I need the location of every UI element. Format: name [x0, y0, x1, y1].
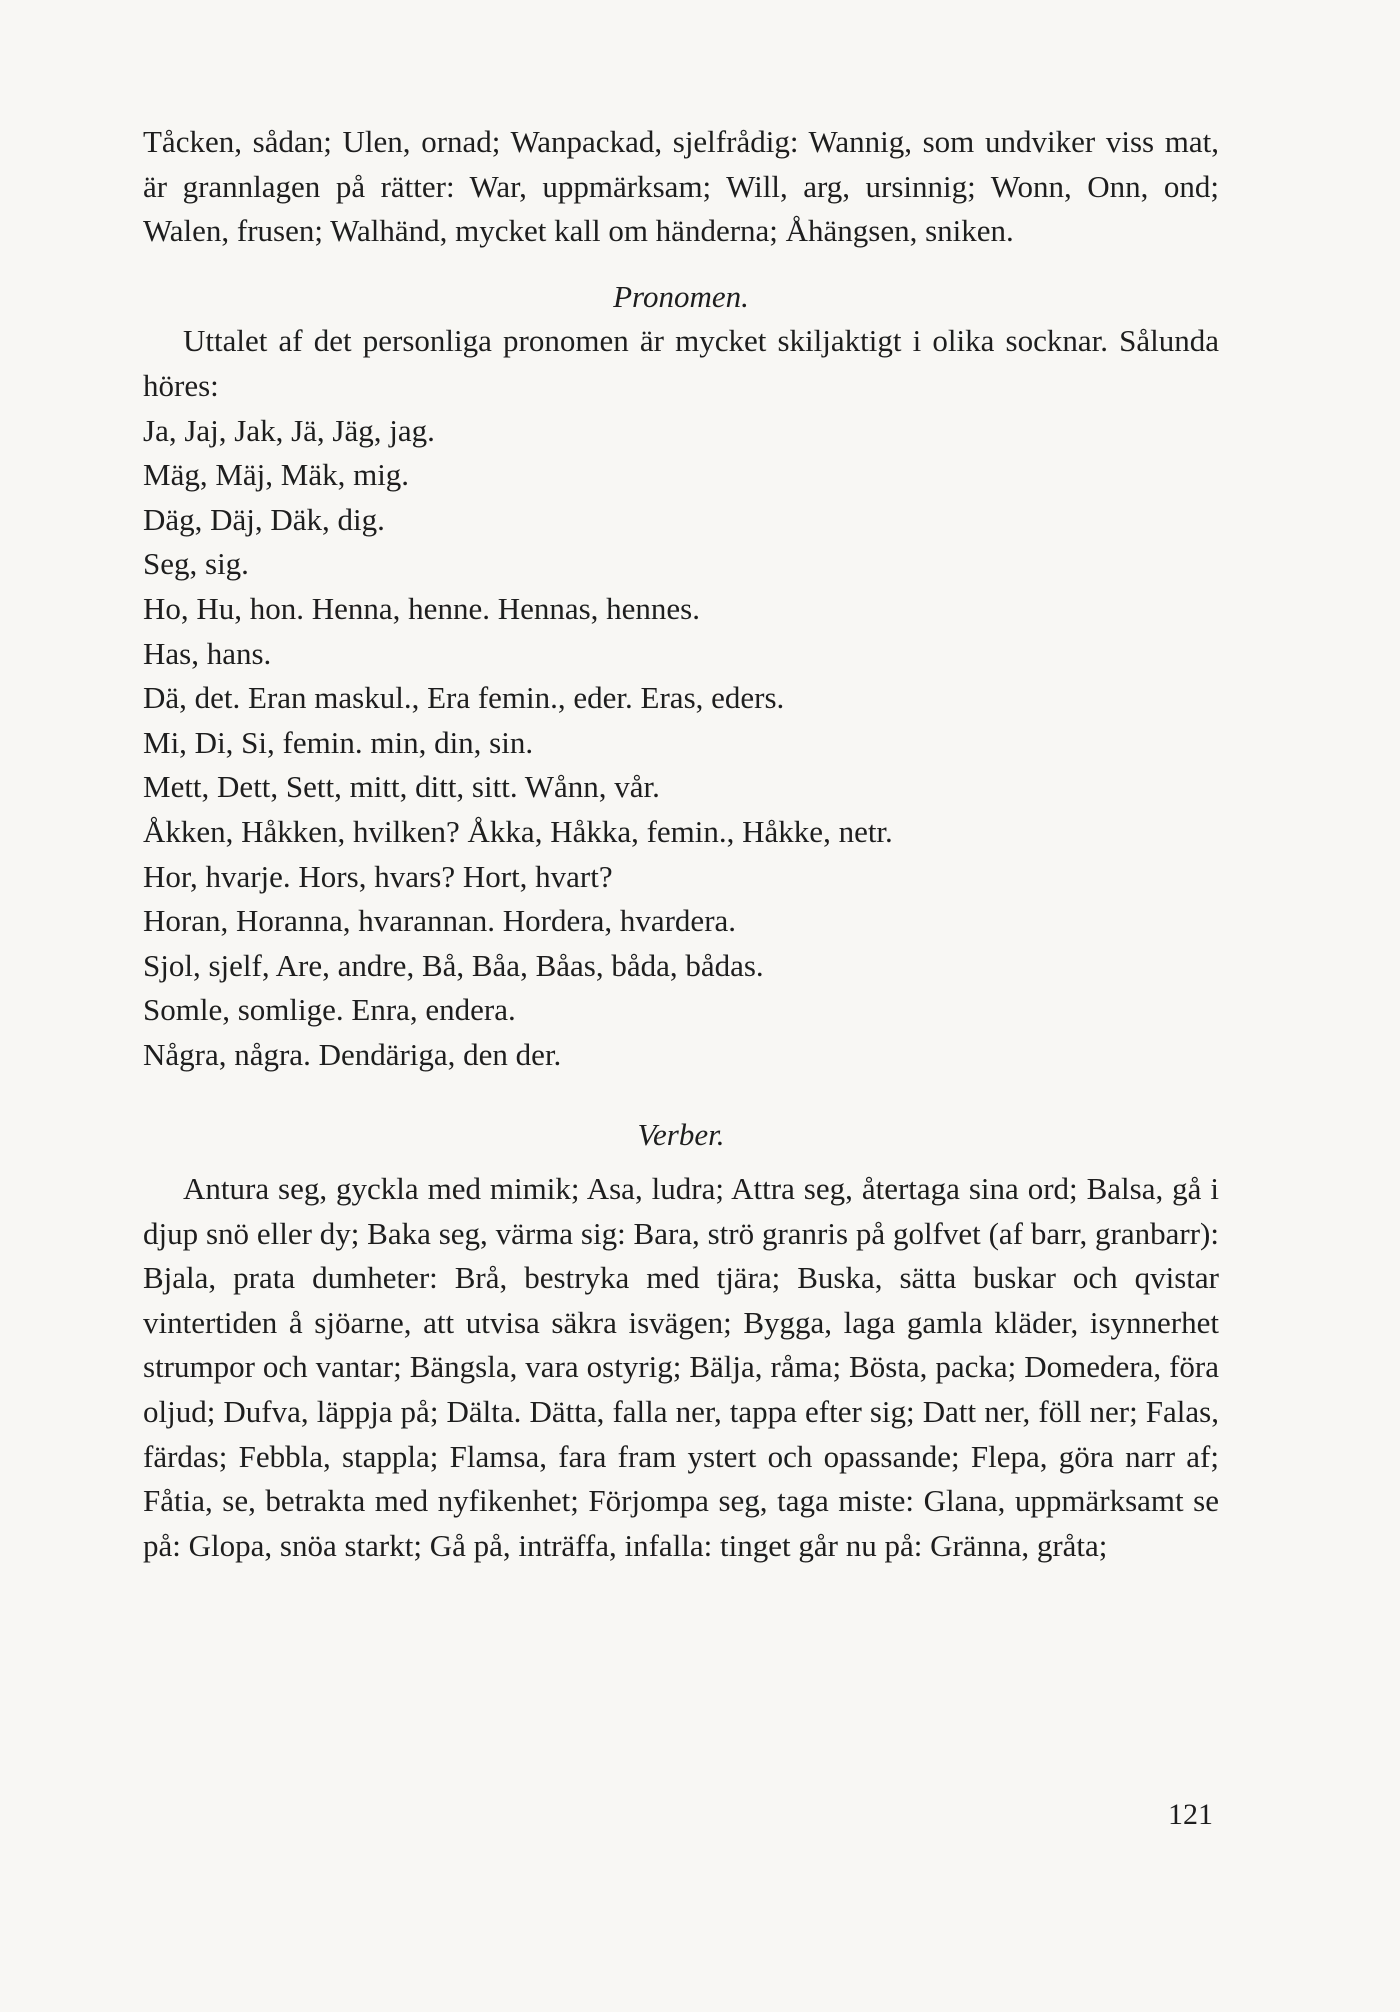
- pronomen-line: Mi, Di, Si, femin. min, din, sin.: [143, 724, 534, 760]
- pronomen-line: Sjol, sjelf, Are, andre, Bå, Båa, Båas, båda, bådas.: [143, 947, 764, 983]
- pronomen-intro-paragraph: Uttalet af det personliga pronomen är mycket skiljaktigt i olika socknar. Sålunda höres:: [143, 323, 1219, 403]
- section-heading-verber: Verber.: [637, 1117, 725, 1153]
- pronomen-line: Några, några. Dendäriga, den der.: [143, 1036, 562, 1072]
- pronomen-line: Däg, Däj, Däk, dig.: [143, 501, 385, 537]
- pronomen-line: Has, hans.: [143, 635, 272, 671]
- pronomen-line: Dä, det. Eran maskul., Era femin., eder. Eras, eders.: [143, 680, 785, 716]
- intro-paragraph: Tåcken, sådan; Ulen, ornad; Wanpackad, sjelfrådig: Wannig, som undviker viss mat, är grannlagen på rätter: War, uppmärksam; Will, arg, ursinnig; Wonn, Onn, ond; Walen, frusen; Walhänd, mycket kall om händerna; Åhängsen, sniken.: [143, 124, 1219, 249]
- section-heading-pronomen: Pronomen.: [613, 278, 749, 314]
- verber-paragraph: Antura seg, gyckla med mimik; Asa, ludra; Attra seg, återtaga sina ord; Balsa, gå i djup snö eller dy; Baka seg, värma sig: Bara, strö granris på golfvet (af barr, granbarr): Bjala, prata dumheter: Brå, bestryka med tjära; Buska, sätta buskar och qvistar vintertiden å sjöarne, att utvisa säkra isvägen; Bygga, laga gamla kläder, isynnerhet strumpor och vantar; Bängsla, vara ostyrig; Bälja, råma; Bösta, packa; Domedera, föra oljud; Dufva, läppja på; Dälta. Dätta, falla ner, tappa efter sig; Datt ner, föll ner; Falas, färdas; Febbla, stappla; Flamsa, fara fram ystert och opassande; Flepa, göra narr af; Fåtia, se, betrakta med nyfikenhet; Förjompa seg, taga miste: Glana, uppmärksamt se på: Glopa, snöa starkt; Gå på, inträffa, infalla: tinget går nu på: Gränna, gråta;: [143, 1171, 1219, 1563]
- pronomen-line: Hor, hvarje. Hors, hvars? Hort, hvart?: [143, 858, 613, 894]
- pronomen-line: Ho, Hu, hon. Henna, henne. Hennas, hennes.: [143, 590, 701, 626]
- pronomen-line: Åkken, Håkken, hvilken? Åkka, Håkka, femin., Håkke, netr.: [143, 813, 893, 849]
- pronomen-line: Mäg, Mäj, Mäk, mig.: [143, 457, 410, 493]
- pronomen-line: Mett, Dett, Sett, mitt, ditt, sitt. Wånn, vår.: [143, 769, 660, 805]
- pronomen-line: Horan, Horanna, hvarannan. Hordera, hvardera.: [143, 903, 737, 939]
- page-number: 121: [1168, 1798, 1213, 1831]
- pronomen-line: Seg, sig.: [143, 546, 249, 582]
- pronomen-list: [143, 409, 1219, 1078]
- pronomen-line: Somle, somlige. Enra, endera.: [143, 992, 516, 1028]
- pronomen-line: Ja, Jaj, Jak, Jä, Jäg, jag.: [143, 412, 435, 448]
- page-body: [143, 120, 1219, 1568]
